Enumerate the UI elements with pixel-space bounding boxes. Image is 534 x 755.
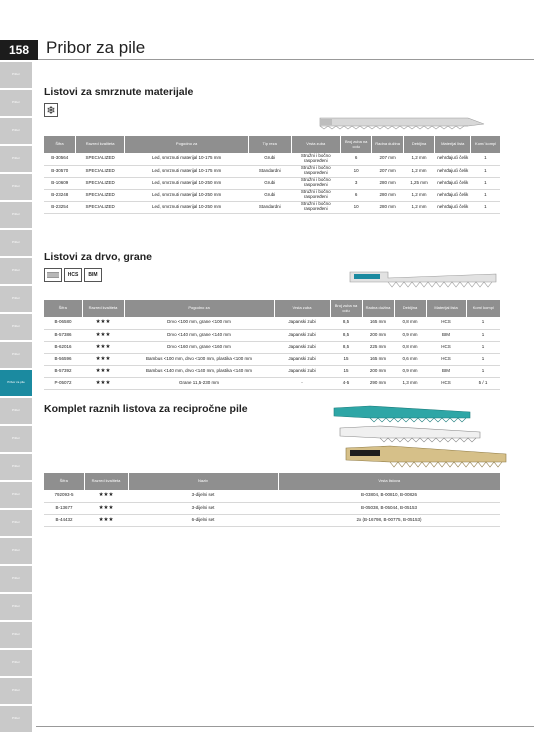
table-row xyxy=(44,353,500,365)
column-header: Vrsta zuba xyxy=(274,300,330,317)
column-header: Razred kvaliteta xyxy=(82,300,124,317)
table-cell: B-23254 xyxy=(44,201,75,213)
side-tab-label: Pribor xyxy=(11,548,20,553)
table-cell: Japanski zubi xyxy=(274,329,330,341)
table-cell: - xyxy=(274,377,330,389)
side-tab-label: Pribor xyxy=(11,212,20,217)
table-cell: ★★★ xyxy=(84,514,128,526)
side-tab-label: Pribor xyxy=(11,688,20,693)
side-tab-11[interactable] xyxy=(0,342,32,369)
column-header: Tip reza xyxy=(248,136,291,153)
side-tab-label: Pribor xyxy=(11,268,20,273)
table-cell: 280 mm xyxy=(372,177,403,189)
table-cell: 8,5 xyxy=(330,329,362,341)
side-tab-label: Pribor xyxy=(11,492,20,497)
column-header: Debljina xyxy=(394,300,426,317)
table-cell: SPECIALIZED xyxy=(75,177,124,189)
side-tab-18[interactable] xyxy=(0,538,32,565)
table-cell: nehrđajući čelik xyxy=(435,189,471,201)
table-cell: 0,6 mm xyxy=(394,353,426,365)
footer-divider xyxy=(36,726,534,727)
blade-sets-table xyxy=(44,473,500,527)
table-cell: 0,9 mm xyxy=(394,329,426,341)
table-cell: SPECIALIZED xyxy=(75,165,124,177)
column-header: Šifra xyxy=(44,300,82,317)
table-cell: 280 mm xyxy=(372,189,403,201)
table-cell: B-30564 xyxy=(44,153,75,165)
side-tab-10[interactable] xyxy=(0,314,32,341)
table-cell: B-13677 xyxy=(44,502,84,514)
side-tab-2[interactable] xyxy=(0,90,32,117)
side-tab-label: Pribor xyxy=(11,296,20,301)
side-tab-label: Pribor xyxy=(11,520,20,525)
table-cell: HCS xyxy=(426,317,466,329)
table-cell: Japanski zubi xyxy=(274,341,330,353)
table-cell: 3 xyxy=(340,177,371,189)
wood-blade-image xyxy=(348,268,498,290)
side-tab-label: Pribor xyxy=(11,436,20,441)
side-tab-19[interactable] xyxy=(0,566,32,593)
column-header: Šifra xyxy=(44,473,84,490)
table-cell: 10 xyxy=(340,165,371,177)
table-cell: 225 mm xyxy=(362,341,394,353)
table-cell: Japanski zubi xyxy=(274,365,330,377)
table-cell: 1 xyxy=(466,317,500,329)
table-cell: ★★★ xyxy=(84,502,128,514)
section-title-frozen: Listovi za smrznute materijale xyxy=(44,86,194,98)
table-cell: 6 xyxy=(340,189,371,201)
table-row xyxy=(44,189,500,201)
table-cell: B-62016 xyxy=(44,341,82,353)
table-cell: 165 mm xyxy=(362,317,394,329)
table-row xyxy=(44,490,500,502)
column-header: Kom/ kompl xyxy=(466,300,500,317)
table-cell: Led, smrznuti materijal 10-250 mm xyxy=(125,201,249,213)
section-title-wood: Listovi za drvo, grane xyxy=(44,251,152,263)
table-cell: Led, smrznuti materijal 10-175 mm xyxy=(125,165,249,177)
table-cell: 4-5 xyxy=(330,377,362,389)
table-cell: ★★★ xyxy=(82,353,124,365)
side-tab-label: Pribor xyxy=(11,408,20,413)
table-cell: ★★★ xyxy=(82,341,124,353)
table-cell: B-57392 xyxy=(44,365,82,377)
table-cell: Grubi xyxy=(248,189,291,201)
frozen-blades-table xyxy=(44,136,500,214)
table-cell: Standardni xyxy=(248,201,291,213)
table-cell: Grubi xyxy=(248,153,291,165)
table-cell: B-06580 xyxy=(44,317,82,329)
page-number: 158 xyxy=(0,40,38,60)
table-cell: 6 xyxy=(340,153,371,165)
side-tab-23[interactable] xyxy=(0,678,32,705)
table-cell: BIM xyxy=(426,365,466,377)
side-tab-24[interactable] xyxy=(0,706,32,733)
side-tab-label: Pribor xyxy=(11,240,20,245)
column-header: Materijal lista xyxy=(426,300,466,317)
column-header: Vrsta listova xyxy=(278,473,500,490)
hcs-badge: HCS xyxy=(64,268,82,282)
table-cell: nehrđajući čelik xyxy=(435,153,471,165)
side-tab-1[interactable] xyxy=(0,62,32,89)
table-cell: Japanski zubi xyxy=(274,317,330,329)
table-cell: 280 mm xyxy=(372,201,403,213)
table-row xyxy=(44,317,500,329)
table-cell: Stružni i bočno raspoređeni xyxy=(291,165,340,177)
table-cell: ★★★ xyxy=(82,329,124,341)
column-header: Broj zuba na colu xyxy=(330,300,362,317)
table-cell: ★★★ xyxy=(82,317,124,329)
side-tab-20[interactable] xyxy=(0,594,32,621)
table-cell: 200 mm xyxy=(362,329,394,341)
column-header: Kom/ kompl xyxy=(471,136,500,153)
side-tab-6[interactable] xyxy=(0,202,32,229)
table-cell: 1,2 mm xyxy=(403,201,434,213)
side-tab-label: Pribor xyxy=(11,184,20,189)
table-cell: ★★★ xyxy=(82,365,124,377)
column-header: Razred kvaliteta xyxy=(75,136,124,153)
side-tab-label: Pribor za pile xyxy=(7,380,25,385)
table-cell: Grubi xyxy=(248,177,291,189)
table-cell: Stružni i bočno raspoređeni xyxy=(291,177,340,189)
blade-set-image xyxy=(330,398,510,470)
side-tab-label: Pribor xyxy=(11,324,20,329)
table-cell: P-05072 xyxy=(44,377,82,389)
table-cell: Japanski zubi xyxy=(274,353,330,365)
table-row xyxy=(44,365,500,377)
side-tab-13[interactable] xyxy=(0,398,32,425)
table-cell: B-10609 xyxy=(44,177,75,189)
table-cell: nehrđajući čelik xyxy=(435,201,471,213)
table-cell: Led, smrznuti materijal 10-250 mm xyxy=(125,189,249,201)
side-tab-label: Pribor xyxy=(11,352,20,357)
table-cell: B-56596 xyxy=(44,353,82,365)
table-cell: Drvo <160 mm, grane <160 mm xyxy=(124,341,274,353)
table-cell: 0,8 mm xyxy=(394,317,426,329)
table-cell: 207 mm xyxy=(372,165,403,177)
table-row xyxy=(44,177,500,189)
section-title-set: Komplet raznih listova za recipročne pile xyxy=(44,403,248,415)
bim-badge: BIM xyxy=(84,268,102,282)
table-row xyxy=(44,377,500,389)
table-cell: B-57386 xyxy=(44,329,82,341)
table-cell: 8,5 xyxy=(330,341,362,353)
side-tab-9[interactable] xyxy=(0,286,32,313)
table-cell: 1 xyxy=(466,329,500,341)
side-tab-5[interactable] xyxy=(0,174,32,201)
table-cell: SPECIALIZED xyxy=(75,201,124,213)
table-cell: Bambus <100 mm, drvo <100 mm, plastika <100 mm xyxy=(124,353,274,365)
wood-blades-table xyxy=(44,300,500,390)
table-cell: 290 mm xyxy=(362,377,394,389)
side-tabs xyxy=(0,62,32,732)
table-cell: 207 mm xyxy=(372,153,403,165)
table-cell: 165 mm xyxy=(362,353,394,365)
side-tab-label: Pribor xyxy=(11,156,20,161)
side-tab-label: Pribor xyxy=(11,100,20,105)
table-cell: 1,3 mm xyxy=(394,377,426,389)
table-row xyxy=(44,502,500,514)
side-tab-21[interactable] xyxy=(0,622,32,649)
column-header: Radna dužina xyxy=(362,300,394,317)
table-cell: B-23248 xyxy=(44,189,75,201)
table-cell: 1,2 mm xyxy=(403,189,434,201)
table-row xyxy=(44,341,500,353)
side-tab-14[interactable] xyxy=(0,426,32,453)
table-cell: 1 xyxy=(471,165,500,177)
side-tab-15[interactable] xyxy=(0,454,32,481)
table-cell: 8,5 xyxy=(330,317,362,329)
column-header: Broj zuba na colu xyxy=(340,136,371,153)
header-divider xyxy=(38,59,534,60)
table-cell: ★★★ xyxy=(82,377,124,389)
table-cell: B-05038, B-05044, B-05153 xyxy=(278,502,500,514)
column-header: Debljina xyxy=(403,136,434,153)
table-cell: 1 xyxy=(471,153,500,165)
table-cell: HCS xyxy=(426,341,466,353)
table-cell: Stružni i bočno raspoređeni xyxy=(291,153,340,165)
table-cell: Bambus <140 mm, drvo <140 mm, plastika <140 mm xyxy=(124,365,274,377)
table-cell: 1 xyxy=(466,365,500,377)
table-cell: B-30570 xyxy=(44,165,75,177)
side-tab-12[interactable] xyxy=(0,370,32,397)
table-cell: Standardni xyxy=(248,165,291,177)
table-cell: 2x (B-16798, B-00775, B-05153) xyxy=(278,514,500,526)
side-tab-22[interactable] xyxy=(0,650,32,677)
table-row xyxy=(44,165,500,177)
frozen-blade-image xyxy=(318,112,488,130)
column-header: Pogodno za xyxy=(124,300,274,317)
table-cell: Led, smrznuti materijal 10-175 mm xyxy=(125,153,249,165)
table-cell: Led, smrznuti materijal 10-250 mm xyxy=(125,177,249,189)
table-cell: SPECIALIZED xyxy=(75,153,124,165)
table-cell: 10 xyxy=(340,201,371,213)
table-cell: 1,25 mm xyxy=(403,177,434,189)
side-tab-label: Pribor xyxy=(11,632,20,637)
table-cell: 200 mm xyxy=(362,365,394,377)
table-cell: 1 xyxy=(466,353,500,365)
table-cell: 0,9 mm xyxy=(394,365,426,377)
side-tab-label: Pribor xyxy=(11,716,20,721)
side-tab-17[interactable] xyxy=(0,510,32,537)
table-cell: BIM xyxy=(426,329,466,341)
side-tab-label: Pribor xyxy=(11,604,20,609)
snowflake-icon: ❄ xyxy=(44,103,58,117)
table-cell: 1,2 mm xyxy=(403,153,434,165)
table-cell: nehrđajući čelik xyxy=(435,165,471,177)
side-tab-4[interactable] xyxy=(0,146,32,173)
page-title: Pribor za pile xyxy=(46,38,146,57)
table-cell: B-44432 xyxy=(44,514,84,526)
table-cell: 5 / 1 xyxy=(466,377,500,389)
table-cell: 0,8 mm xyxy=(394,341,426,353)
table-cell: B-03804, B-00810, B-00826 xyxy=(278,490,500,502)
table-cell: Stružni i bočno raspoređeni xyxy=(291,189,340,201)
table-cell: Grane 11,5-230 mm xyxy=(124,377,274,389)
table-cell: HCS xyxy=(426,353,466,365)
side-tab-3[interactable] xyxy=(0,118,32,145)
table-cell: 1 xyxy=(471,177,500,189)
table-cell: HCS xyxy=(426,377,466,389)
table-cell: SPECIALIZED xyxy=(75,189,124,201)
table-cell: 1 xyxy=(471,189,500,201)
side-tab-7[interactable] xyxy=(0,230,32,257)
table-cell: Stružni i bočno raspoređeni xyxy=(291,201,340,213)
column-header: Naziv xyxy=(128,473,278,490)
side-tab-label: Pribor xyxy=(11,72,20,77)
table-cell: 15 xyxy=(330,365,362,377)
side-tab-label: Pribor xyxy=(11,576,20,581)
table-row xyxy=(44,153,500,165)
table-cell: 15 xyxy=(330,353,362,365)
table-cell: Drvo <140 mm, grane <140 mm xyxy=(124,329,274,341)
side-tab-label: Pribor xyxy=(11,464,20,469)
side-tab-16[interactable] xyxy=(0,482,32,509)
table-cell: ★★★ xyxy=(84,490,128,502)
side-tab-8[interactable] xyxy=(0,258,32,285)
table-cell: 3-dijelni set xyxy=(128,490,278,502)
table-cell: 3-dijelni set xyxy=(128,502,278,514)
table-row xyxy=(44,329,500,341)
table-row xyxy=(44,514,500,526)
table-cell: 1 xyxy=(471,201,500,213)
table-cell: 6-dijelni set xyxy=(128,514,278,526)
table-cell: 1,2 mm xyxy=(403,165,434,177)
column-header: Razred kvaliteta xyxy=(84,473,128,490)
table-cell: nehrđajući čelik xyxy=(435,177,471,189)
column-header: Materijal lista xyxy=(435,136,471,153)
column-header: Pogodno za xyxy=(125,136,249,153)
side-tab-label: Pribor xyxy=(11,128,20,133)
column-header: Šifra xyxy=(44,136,75,153)
table-cell: Drvo <100 mm, grane <100 mm xyxy=(124,317,274,329)
table-row xyxy=(44,201,500,213)
side-tab-label: Pribor xyxy=(11,660,20,665)
table-cell: 792093-5 xyxy=(44,490,84,502)
column-header: Radna dužina xyxy=(372,136,403,153)
wood-material-icon xyxy=(44,268,62,282)
table-cell: 1 xyxy=(466,341,500,353)
column-header: Vrsta zuba xyxy=(291,136,340,153)
